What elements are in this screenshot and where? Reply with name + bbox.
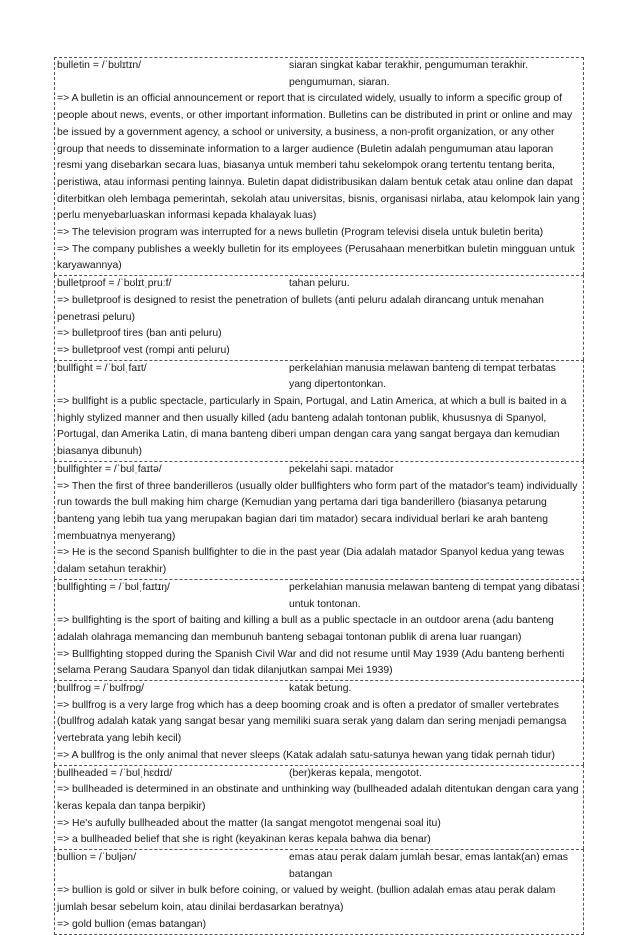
entry-term: bullfight = /ˈbʊlˌfaɪt/ xyxy=(57,362,147,374)
entry-example: => bullheaded is determined in an obstinate and unthinking way (bullheaded adalah ditentukan dengan cara yang keras kepala dan tanpa berpikir) xyxy=(57,784,579,812)
entry-example: => He is the second Spanish bullfighter to die in the past year (Dia adalah matador Spanyol kedua yang tewas dalam setahun terakhir) xyxy=(57,547,565,576)
dictionary-page xyxy=(54,57,584,935)
entry-example: => bullion is gold or silver in bulk before coining, or valued by weight. (bullion adalah emas atau perak dalam jumlah besar sebelum koin, atau dinilai berdasarkan beratnya) xyxy=(57,885,556,914)
entry-term: bullfrog = /ˈbʊlfrɒg/ xyxy=(57,683,145,695)
entry-definition: perkelahian manusia melawan banteng di tempat terbatas yang dipertontonkan. xyxy=(289,362,556,391)
entry-headline xyxy=(57,361,581,394)
dictionary-entry xyxy=(54,275,584,360)
entry-example: => bulletproof is designed to resist the penetration of bullets (anti peluru adalah dirancang untuk menahan penetrasi peluru) xyxy=(57,294,544,323)
entry-example: => Bullfighting stopped during the Spanish Civil War and did not resume until May 1939 (Adu banteng berhenti selama Perang Saudara Spanyol dan tidak dilanjutkan sampai Mei 1939) xyxy=(57,648,565,677)
entry-headline xyxy=(57,462,581,479)
entry-example: => The company publishes a weekly bulletin for its employees (Perusahaan menerbitkan buletin mingguan untuk karyawannya) xyxy=(57,243,575,272)
entry-example: => gold bullion (emas batangan) xyxy=(57,918,207,930)
entry-example: => The television program was interrupted for a news bulletin (Program televisi disela untuk buletin berita) xyxy=(57,227,544,239)
entry-term: bullfighter = /ˈbʊlˌfaɪtə/ xyxy=(57,463,162,475)
entry-example: => bullfighting is the sport of baiting and killing a bull as a public spectacle in an outdoor arena (adu banteng adalah olahraga memancing dan membunuh banteng sebagai tontonan publik di arena luar ruangan) xyxy=(57,615,554,643)
entry-term: bulletin = /ˈbʊlɪtɪn/ xyxy=(57,60,142,71)
entry-definition: (ber)keras kepala, mengotot. xyxy=(289,767,422,779)
entry-headline xyxy=(57,766,581,783)
entry-term: bullion = /ˈbʊljən/ xyxy=(57,852,136,864)
entry-example: => A bulletin is an official announcement or report that is circulated widely, usually to inform a specific group of people about news, events, or other important information. Bulletins can be distributed in print or online and may be issued by a government agency, a school or university, a business, a non-profit organization, or any other group that needs to disseminate information to a larger audience (Buletin adalah pengumuman atau laporan resmi yang disebarkan secara luas, biasanya untuk memberi tahu sekelompok orang tertentu tentang berita, peristiwa, atau informasi penting lainnya. Buletin dapat didistribusikan dalam bentuk cetak atau online dan dapat diterbitkan oleh lembaga pemerintah, sekolah atau universitas, bisnis, organisasi nirlaba, atau kelompok lain yang perlu menyebarluaskan informasi kepada khalayak luas) xyxy=(57,93,580,222)
entry-headline xyxy=(57,681,581,698)
entry-headline xyxy=(57,850,581,883)
entry-headline xyxy=(57,580,581,613)
dictionary-entry xyxy=(54,57,584,275)
entry-example: => bulletproof vest (rompi anti peluru) xyxy=(57,344,230,356)
entry-term: bullfighting = /ˈbʊlˌfaɪtɪŋ/ xyxy=(57,581,170,593)
entry-example: => a bullheaded belief that she is right (keyakinan keras kepala bahwa dia benar) xyxy=(57,834,431,846)
dictionary-entry xyxy=(54,360,584,461)
entry-term: bullheaded = /ˈbʊlˌhɛdɪd/ xyxy=(57,767,173,779)
entry-headline xyxy=(57,276,581,293)
entry-example: => bullfrog is a very large frog which has a deep booming croak and is often a predator of smaller vertebrates (bullfrog adalah katak yang sangat besar yang memiliki suara serak yang dalam dan sering menjadi pemangsa vertebrata yang lebih kecil) xyxy=(57,699,567,745)
dictionary-entry xyxy=(54,680,584,765)
dictionary-entry xyxy=(54,579,584,680)
entry-definition: pekelahi sapi. matador xyxy=(289,463,394,475)
entry-example: => A bullfrog is the only animal that never sleeps (Katak adalah satu-satunya hewan yang tidak pernah tidur) xyxy=(57,749,555,761)
entry-definition: siaran singkat kabar terakhir, pengumuman terakhir. pengumuman, siaran. xyxy=(289,60,529,88)
dictionary-entry xyxy=(54,461,584,579)
entry-definition: tahan peluru. xyxy=(289,278,350,290)
entry-definition: katak betung. xyxy=(289,683,352,695)
entry-example: => Then the first of three banderilleros (usually older bullfighters who form part of the matador's team) individually run towards the bull making him charge (Kemudian yang pertama dari tiga banderillero (biasanya petarung banteng yang lebih tua yang merupakan bagian dari tim matador) secara individual berlari ke arah banteng membuatnya menyerang) xyxy=(57,480,578,542)
dictionary-entry xyxy=(54,765,584,850)
entry-example: => bulletproof tires (ban anti peluru) xyxy=(57,328,222,340)
entry-term: bulletproof = /ˈbʊlɪtˌpruːf/ xyxy=(57,278,172,290)
entry-definition: perkelahian manusia melawan banteng di tempat yang dibatasi untuk tontonan. xyxy=(289,581,580,610)
dictionary-entry xyxy=(54,849,584,935)
entry-definition: emas atau perak dalam jumlah besar, emas lantak(an) emas batangan xyxy=(289,852,568,880)
entry-example: => He's aufully bullheaded about the matter (Ia sangat mengotot mengenai soal itu) xyxy=(57,817,441,829)
entry-headline xyxy=(57,58,581,91)
entry-example: => bullfight is a public spectacle, particularly in Spain, Portugal, and Latin America, at which a bull is baited in a highly stylized manner and then usually killed (adu banteng adalah tontonan publik, khususnya di Spanyol, Portugal, dan Amerika Latin, di mana banteng diberi umpan dengan cara yang sangat bergaya dan kemudian biasanya dibunuh) xyxy=(57,396,567,458)
